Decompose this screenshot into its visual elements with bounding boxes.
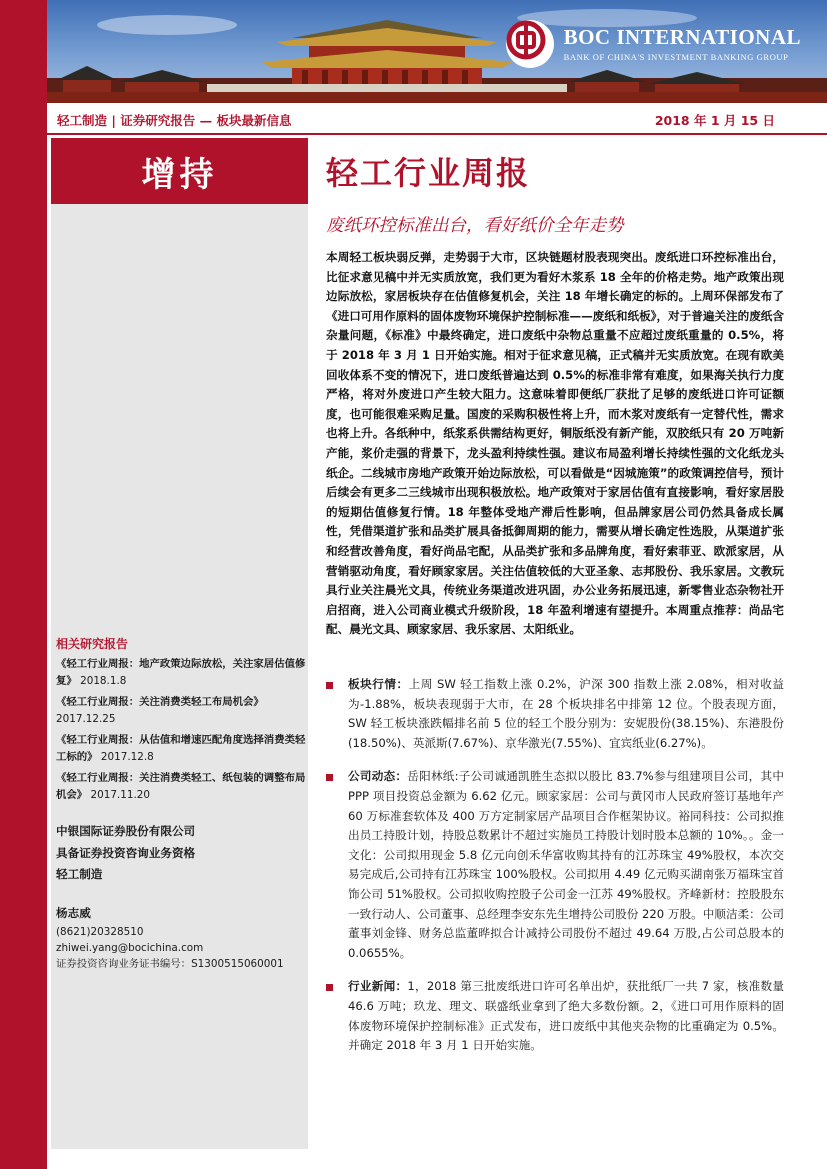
related-report-item[interactable] — [56, 770, 306, 804]
related-report-title: 《轻工行业周报：关注消费类轻工布局机会》 — [56, 696, 264, 708]
related-report-date: 2017.11.20 — [90, 789, 150, 801]
related-report-title: 《轻工行业周报：地产政策边际放松，关注家居估值修复》 — [56, 658, 306, 687]
bullet-label: 行业新闻： — [348, 979, 408, 994]
related-report-title: 《轻工行业周报：关注消费类轻工、纸包装的调整布局机会》 — [56, 772, 306, 801]
related-report-date: 2018.1.8 — [80, 675, 127, 687]
report-date: 2018 年 1 月 15 日 — [654, 113, 775, 128]
bullet-list — [326, 675, 784, 1070]
related-report-date: 2017.12.8 — [100, 751, 154, 763]
report-header-bar — [47, 105, 827, 135]
company-qualification: 具备证券投资咨询业务资格 — [56, 846, 196, 860]
bullet-industry-news — [326, 977, 784, 1055]
rating-badge: 增持 — [51, 138, 308, 204]
summary-paragraph: 本周轻工板块弱反弹，走势弱于大市，区块链题材股表现突出。废纸进口环控标准出台，比征求意见稿中并无实质放宽，我们更为看好木浆系 18 全年的价格走势。地产政策出现边际放松，家居板块存在估值修复机会，关注 18 年增长确定的标的。上周环保部发布了《进口可用作原料的固体废物环境保护控制标准——废纸和纸板》，对于普遍关注的废纸含杂量问题，《标准》中最终确定，进口废纸中杂物总重量不应超过废纸重量的 0.5%，将于 2018 年 3 月 1 日开始实施。相对于征求意见稿，正式稿并无实质放宽。在现有欧美回收体系不变的情况下，进口废纸普遍达到 0.5%的标准非常有难度，如果海关执行力度严格，将对外废进口产生较大阻力。这意味着即便纸厂获批了足够的废纸进口许可证额度，也可能很难采购足量。国废的采购积极性将上升，而木浆对废纸有一定替代性，需求也将上升。各纸种中，纸浆系供需结构更好，铜版纸没有新产能，双胶纸只有 20 万吨新产能，浆价走强的背景下，龙头盈利持续性强。建议布局盈利增长持续性强的文化纸龙头纸企。二线城市房地产政策开始边际放松，可以看做是“因城施策”的政策调控信号，预计后续会有更多二三线城市出现积极放松。地产政策对于家居估值有直接影响，看好家居股的短期估值修复行情。18 年整体受地产滞后性影响，但品牌家居公司仍然具备成长属性，凭借渠道扩张和品类扩展具备抵御周期的能力，需要从增长确定性选股，从渠道扩张和经营改善角度，看好尚品宅配，从品类扩张和多品牌角度，看好索菲亚、欧派家居，从营销驱动角度，看好顾家家居。关注估值较低的大亚圣象、志邦股份、我乐家居。文教玩具行业关注晨光文具，传统业务渠道改进巩固，办公业务拓展迅速，新零售业态杂物社开启招商，进入公司商业模式升级阶段，18 年盈利增速有望提升。本周重点推荐：尚品宅配、晨光文具、顾家家居、我乐家居、太阳纸业。 — [326, 250, 784, 637]
bullet-text: 上周 SW 轻工指数上涨 0.2%，沪深 300 指数上涨 2.08%，相对收益为-1.88%，板块表现弱于大市，在 28 个板块排名中排第 12 位。个股表现方面，SW 轻工板块涨跌幅排名前 5 位的轻工个股分别为：安妮股份(38.15%)、东港股份(18.50%)、英派斯(7.67%)、京华激光(7.55%)、宜宾纸业(6.27%)。 — [348, 677, 784, 750]
related-report-title: 《轻工行业周报：从估值和增速匹配角度选择消费类轻工标的》 — [56, 734, 306, 763]
left-margin-strip — [0, 0, 47, 1169]
breadcrumb: 轻工制造 | 证券研究报告 — 板块最新信息 — [57, 113, 292, 128]
related-report-item[interactable] — [56, 694, 306, 728]
analyst-license: 证券投资咨询业务证书编号：S1300515060001 — [56, 958, 284, 970]
related-report-item[interactable] — [56, 732, 306, 766]
boc-emblem-icon — [506, 20, 554, 68]
bullet-square-icon — [326, 682, 333, 689]
header-banner — [47, 0, 827, 103]
brand-logo — [506, 20, 801, 68]
bullet-text: 1，2018 第三批废纸进口许可名单出炉，获批纸厂一共 7 家，核准数量 46.6 万吨；玖龙、理文、联盛纸业拿到了绝大多数份额。2，《进口可用作原料的固体废物环境保护控制标准》正式发布，进口废纸中其他夹杂物的比重确定为 0.5%。并确定 2018 年 3 月 1 日开始实施。 — [348, 979, 784, 1053]
related-reports-heading: 相关研究报告 — [56, 637, 129, 651]
report-subtitle: 废纸环控标准出台，看好纸价全年走势 — [326, 216, 624, 236]
sector-label: 轻工制造 — [56, 867, 103, 881]
brand-tagline: BANK OF CHINA'S INVESTMENT BANKING GROUP — [563, 51, 789, 62]
bullet-text: 岳阳林纸:子公司诚通凯胜生态拟以股比 83.7%参与组建项目公司，其中 PPP 项目投资总金额为 6.62 亿元。顾家家居：公司与黄冈市人民政府签订基地年产 60 万标准套软体及 400 万方定制家居产品项目合作框架协议。裕同科技：公司拟推出员工持股计划，持股总数累计不超过实施员工持股计划时股本总额的 10%。。金一文化：公司拟用现金 5.8 亿元向创禾华富收购其持有的江苏珠宝 49%股权，本次交易完成后,公司持有江苏珠宝 100%股权。公司拟用 4.49 亿元购买湖南张万福珠宝首饰公司 51%股权。公司拟收购控股子公司金一江苏 49%股权。齐峰新材：控股股东一致行动人、公司董事、总经理李安东先生增持公司股份 220 万股。中顺洁柔：公司董事刘金锋、财务总监董晔拟合计减持公司股份不超过 49.64 万股,占公司总股本的 0.0655%。 — [348, 769, 784, 960]
bullet-label: 板块行情： — [348, 677, 409, 691]
analyst-info — [56, 905, 306, 972]
bullet-square-icon — [326, 774, 333, 781]
bullet-label: 公司动态： — [348, 769, 408, 784]
bullet-market — [326, 675, 784, 753]
company-info — [56, 820, 306, 864]
related-report-date: 2017.12.25 — [56, 713, 116, 725]
bullet-square-icon — [326, 984, 333, 991]
brand-name: BOC INTERNATIONAL — [563, 24, 801, 49]
related-report-item[interactable] — [56, 656, 306, 690]
related-reports-list — [56, 656, 306, 808]
report-title: 轻工行业周报 — [326, 154, 531, 192]
analyst-name: 杨志威 — [56, 906, 91, 920]
company-name: 中银国际证券股份有限公司 — [56, 824, 196, 838]
analyst-phone: (8621)20328510 — [56, 926, 144, 938]
analyst-email[interactable]: zhiwei.yang@bocichina.com — [56, 942, 204, 954]
bullet-company-news — [326, 767, 784, 963]
